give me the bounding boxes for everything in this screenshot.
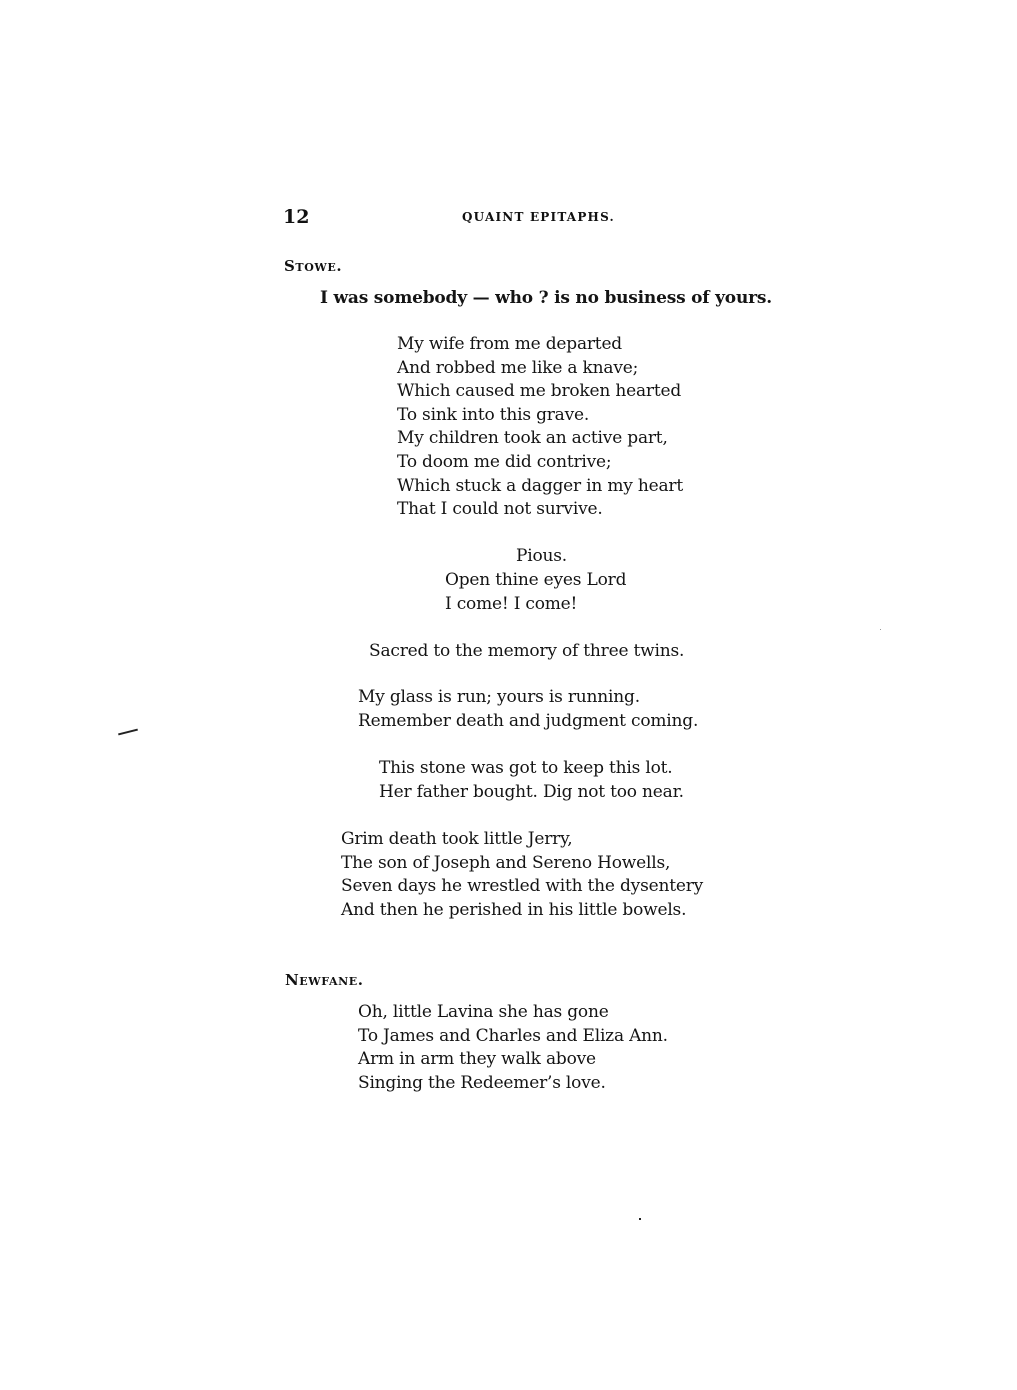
poem-line: This stone was got to keep this lot. xyxy=(379,758,673,778)
poem-line: To doom me did contrive; xyxy=(397,452,612,472)
poem-line: I come! I come! xyxy=(445,594,578,614)
poem-line: And then he perished in his little bowels. xyxy=(341,900,687,920)
poem-line: Sacred to the memory of three twins. xyxy=(369,641,685,661)
running-title: QUAINT EPITAPHS. xyxy=(462,210,615,224)
poem-line: Her father bought. Dig not too near. xyxy=(379,782,684,802)
scan-dot xyxy=(639,1218,641,1220)
section-heading-stowe: Stowe. xyxy=(284,257,343,275)
scan-mark xyxy=(118,729,138,736)
poem-line: And robbed me like a knave; xyxy=(397,358,639,378)
poem-line: The son of Joseph and Sereno Howells, xyxy=(341,853,671,873)
poem-line: Singing the Redeemer’s love. xyxy=(358,1073,606,1093)
poem-line: Seven days he wrestled with the dysentery xyxy=(341,876,704,896)
poem-line: Which caused me broken hearted xyxy=(397,381,681,401)
scan-dot xyxy=(880,629,881,630)
poem-line: My children took an active part, xyxy=(397,428,668,448)
section-intro: I was somebody — who ? is no business of yours. xyxy=(320,288,772,308)
poem-line: Oh, little Lavina she has gone xyxy=(358,1002,609,1022)
poem-line: Grim death took little Jerry, xyxy=(341,829,573,849)
poem-line: My glass is run; yours is running. xyxy=(358,687,640,707)
poem-line: My wife from me departed xyxy=(397,334,622,354)
poem-line: Remember death and judgment coming. xyxy=(358,711,699,731)
page-number: 12 xyxy=(283,206,310,228)
poem-line: To James and Charles and Eliza Ann. xyxy=(358,1026,668,1046)
section-heading-newfane: Newfane. xyxy=(285,971,364,989)
poem-line: Open thine eyes Lord xyxy=(445,570,627,590)
poem-line: To sink into this grave. xyxy=(397,405,590,425)
poem-line: Which stuck a dagger in my heart xyxy=(397,476,683,496)
poem-line: Arm in arm they walk above xyxy=(358,1049,596,1069)
poem-line: That I could not survive. xyxy=(397,499,603,519)
poem-line: Pious. xyxy=(516,546,567,566)
